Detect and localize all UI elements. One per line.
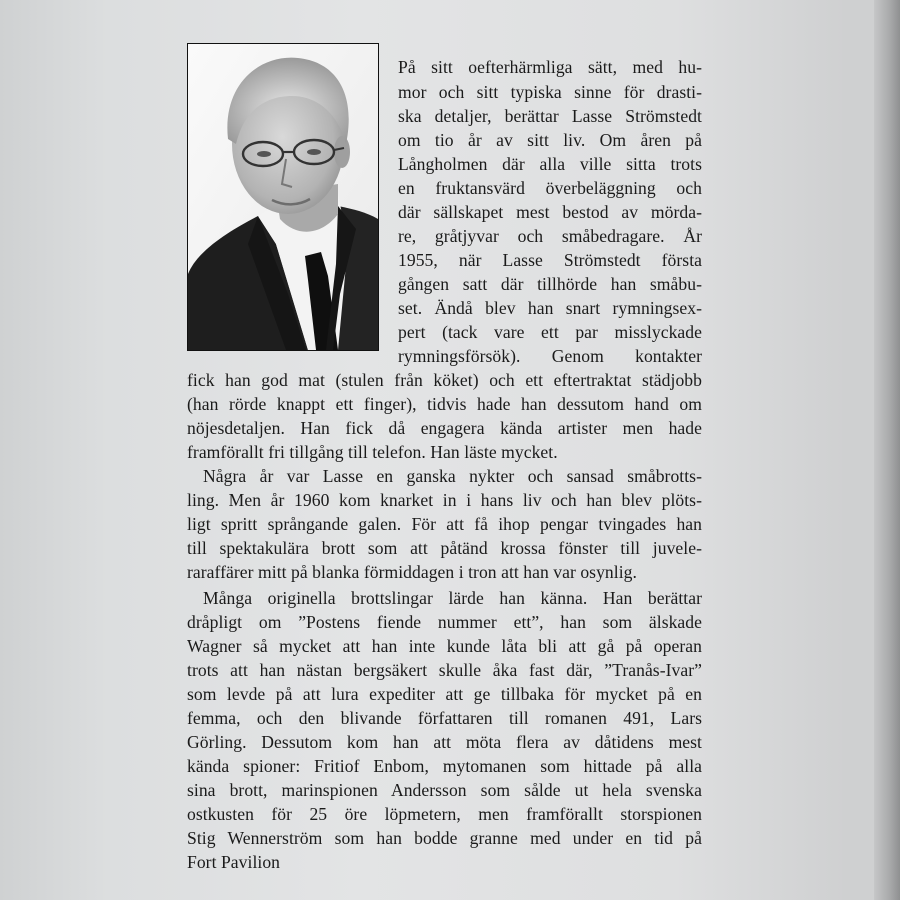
text-line: ling. Men år 1960 kom knarket in i hans liv och han blev plöts- xyxy=(187,490,702,510)
text-line: där sällskapet mest bestod av mörda- xyxy=(398,202,702,222)
text-line: fick han god mat (stulen från köket) och ett eftertraktat städjobb xyxy=(187,370,702,390)
text-line: set. Ändå blev han snart rymningsex- xyxy=(398,298,702,318)
text-line: Långholmen där alla ville sitta trots xyxy=(398,154,702,174)
text-line: nöjesdetaljen. Han fick då engagera kända artister men hade xyxy=(187,418,702,438)
text-line: Stig Wennerström som han bodde granne med under en tid på xyxy=(187,828,702,848)
text-line: sina brott, marinspionen Andersson som sålde ut hela svenska xyxy=(187,780,702,800)
text-line: dråpligt om ”Postens fiende nummer ett”, han som älskade xyxy=(187,612,702,632)
text-line: gången satt där tillhörde han småbu- xyxy=(398,274,702,294)
text-line: ligt spritt språngande galen. För att få ihop pengar tvingades han xyxy=(187,514,702,534)
text-line: raraffärer mitt på blanka förmiddagen i tron att han var osynlig. xyxy=(187,562,637,582)
text-line: På sitt oefterhärmliga sätt, med hu- xyxy=(398,57,702,77)
text-line: (han rörde knappt ett finger), tidvis hade han dessutom hand om xyxy=(187,394,702,414)
text-line: femma, och den blivande författaren till romanen 491, Lars xyxy=(187,708,702,728)
text-line: mor och sitt typiska sinne för drasti- xyxy=(398,82,702,102)
text-line: rymningsförsök). Genom kontakter xyxy=(398,346,702,366)
text-line: om tio år av sitt liv. Om åren på xyxy=(398,130,702,150)
text-line: kända spioner: Fritiof Enbom, mytomanen som hittade på alla xyxy=(187,756,702,776)
text-line: ska detaljer, berättar Lasse Strömstedt xyxy=(398,106,702,126)
text-line: 1955, när Lasse Strömstedt första xyxy=(398,250,702,270)
text-line: ostkusten för 25 öre löpmetern, men framförallt storspionen xyxy=(187,804,702,824)
text-line: trots att han nästan bergsäkert skulle åka fast där, ”Tranås-Ivar” xyxy=(187,660,702,680)
text-line: Görling. Dessutom kom han att möta flera av dåtidens mest xyxy=(187,732,702,752)
text-line: re, gråtjyvar och småbedragare. År xyxy=(398,226,702,246)
author-portrait-photo xyxy=(187,43,379,351)
text-line: som levde på att lura expediter att ge tillbaka för mycket på en xyxy=(187,684,702,704)
text-line: framförallt fri tillgång till telefon. Han läste mycket. xyxy=(187,442,558,462)
text-line: Wagner så mycket att han inte kunde låta bli att gå på operan xyxy=(187,636,702,656)
text-line: pert (tack vare ett par misslyckade xyxy=(398,322,702,342)
text-line: till spektakulära brott som att påtänd krossa fönster till juvele- xyxy=(187,538,702,558)
text-line: en fruktansvärd överbeläggning och xyxy=(398,178,702,198)
text-line: Många originella brottslingar lärde han känna. Han berättar xyxy=(203,588,702,608)
book-page-edge xyxy=(874,0,900,900)
text-line: Några år var Lasse en ganska nykter och sansad småbrotts- xyxy=(203,466,702,486)
text-line: Fort Pavilion xyxy=(187,852,281,872)
